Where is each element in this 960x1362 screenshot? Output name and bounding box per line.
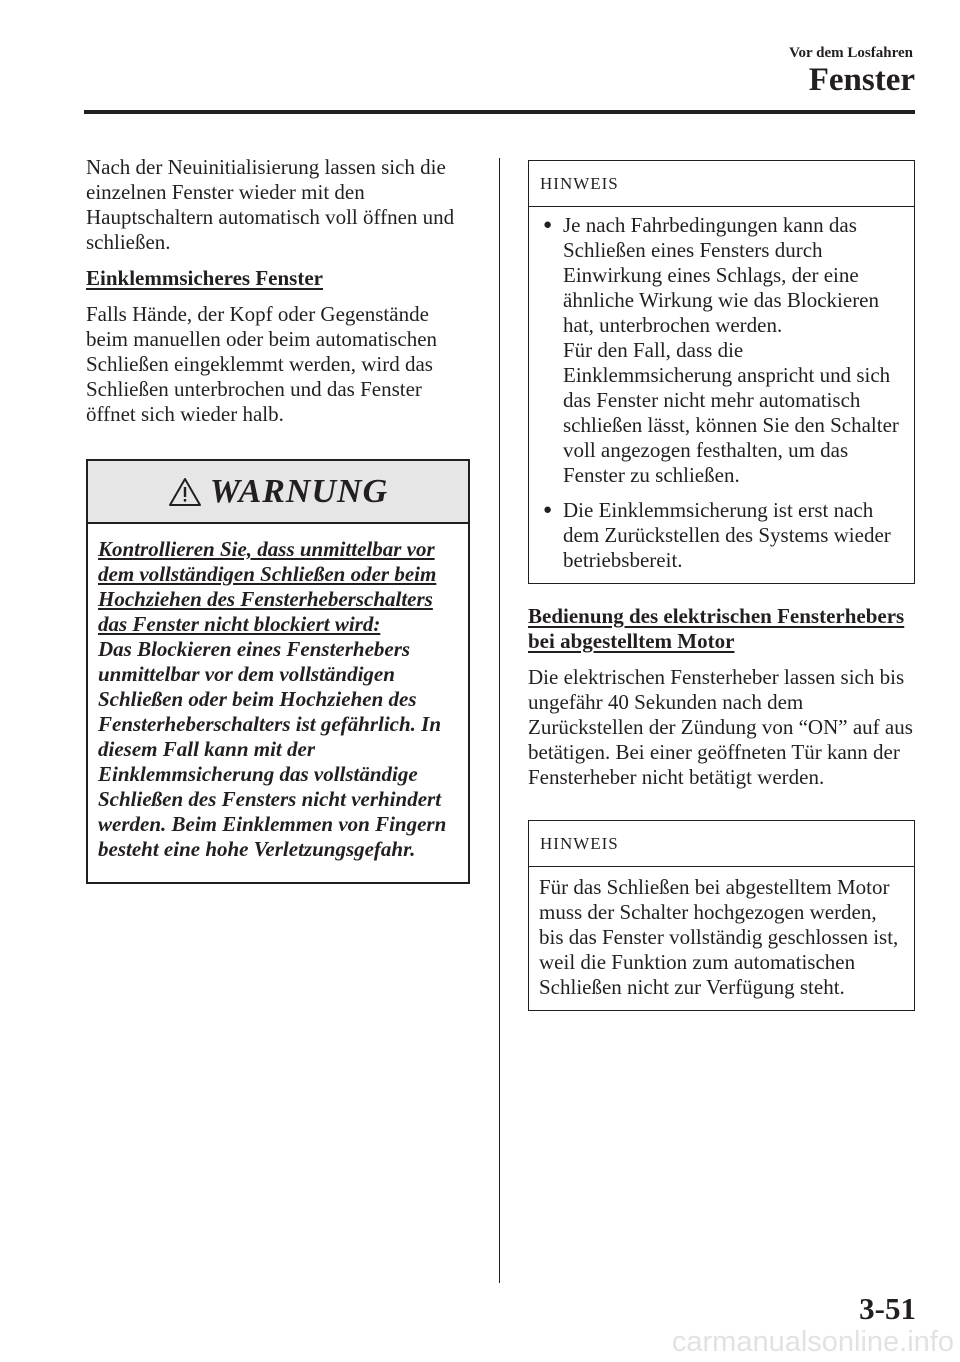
header-section: Vor dem Losfahren [789, 45, 913, 61]
warning-underlined-text: Kontrollieren Sie, dass unmittelbar vor dem vollständigen Schließen oder beim Hochziehen des Fensterheberschalters das Fenster nicht blockiert wird: [98, 537, 437, 636]
warning-text: Das Blockieren eines Fensterhebers unmittelbar vor dem vollständigen Schließen oder beim Hochziehen des Fensterheberschalters ist gefährlich. In diesem Fall kann mit der Einklemmsicherung das vollständige Schließen des Fensters nicht verhindert werden. Beim Einklemmen von Fingern besteht eine hohe Verletzungsgefahr. [98, 637, 447, 861]
note-bullet-2-text: Die Einklemmsicherung ist erst nach dem Zurückstellen des Systems wieder betriebsbereit. [563, 498, 891, 572]
page-title: Fenster [808, 62, 915, 98]
subheading-engine-off: Bedienung des elektrischen Fensterhebers bei abgestelltem Motor [528, 604, 905, 653]
warning-body [88, 524, 468, 882]
left-column [86, 155, 470, 884]
note-bullet-1-text-b: Für den Fall, dass die Einklemmsicherung anspricht und sich das Fenster nicht mehr automatisch schließen lässt, können Sie den Schalter voll angezogen festhalten, um das Fenster zu schließen. [563, 338, 899, 487]
note-box-2 [528, 820, 915, 1011]
right-column [528, 160, 915, 1011]
note-title-1: HINWEIS [529, 161, 914, 207]
header-rule [84, 110, 915, 114]
note-body-1 [529, 207, 914, 583]
warning-box [86, 459, 470, 884]
bullet-dot-icon: ● [543, 217, 553, 233]
anti-pinch-paragraph: Falls Hände, der Kopf oder Gegenstände beim manuellen oder beim automatischen Schließen eingeklemmt werden, wird das Schließen unterbrochen und das Fenster öffnet sich wieder halb. [86, 302, 438, 426]
watermark: carmanualsonline.info [671, 1326, 954, 1358]
note-bullet-2 [539, 498, 904, 573]
warning-triangle-icon [168, 477, 202, 507]
note-bullet-1 [539, 213, 904, 488]
page-number: 3-51 [859, 1291, 916, 1326]
note-box-1 [528, 160, 915, 584]
column-divider [499, 158, 500, 1283]
bullet-dot-icon: ● [543, 502, 553, 518]
note-bullet-1-text-a: Je nach Fahrbedingungen kann das Schließen eines Fensters durch Einwirkung eines Schlags, der eine ähnliche Wirkung wie das Blockieren hat, unterbrochen werden. [563, 213, 880, 337]
note-body-2: Für das Schließen bei abgestelltem Motor muss der Schalter hochgezogen werden, bis das Fenster vollständig geschlossen ist, weil die Funktion zum automatischen Schließen nicht zur Verfügung steht. [539, 875, 899, 999]
note-title-2: HINWEIS [529, 821, 914, 867]
warning-title: WARNUNG [209, 472, 389, 510]
warning-header [88, 461, 468, 524]
subheading-anti-pinch: Einklemmsicheres Fenster [86, 266, 323, 290]
intro-paragraph: Nach der Neuinitialisierung lassen sich die einzelnen Fenster wieder mit den Hauptschaltern automatisch voll öffnen und schließen. [86, 155, 455, 254]
engine-off-paragraph: Die elektrischen Fensterheber lassen sich bis ungefähr 40 Sekunden nach dem Zurückstellen der Zündung von “ON” auf aus betätigen. Bei einer geöffneten Tür kann der Fensterheber nicht betätigt werden. [528, 665, 913, 789]
